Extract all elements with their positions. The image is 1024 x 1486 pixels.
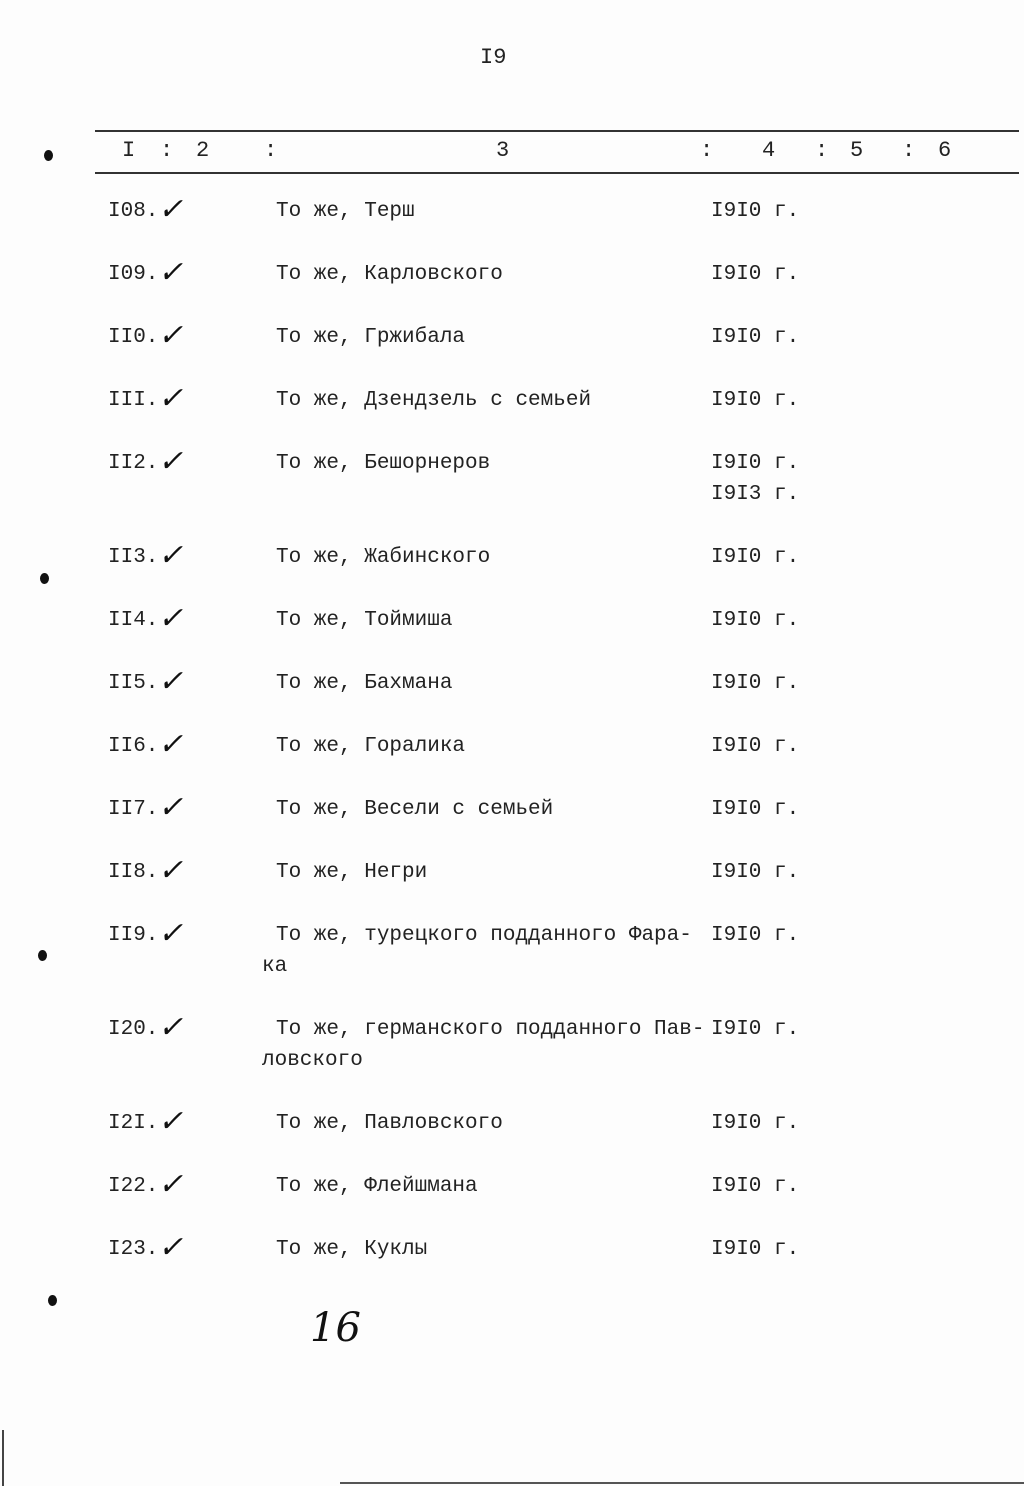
col-header-5: 5	[850, 138, 864, 163]
checkmark-icon: ✓	[158, 192, 184, 227]
entry-number: II7.	[108, 798, 159, 821]
entry-date: I9I0 г.	[711, 1175, 800, 1198]
scan-edge	[340, 1482, 1024, 1484]
entry-text-continuation: ловского	[262, 1049, 363, 1072]
entry-date: I9I0 г.	[711, 326, 800, 349]
entry-row	[0, 916, 1024, 1018]
checkmark-icon: ✓	[158, 538, 184, 573]
handwritten-folio-number: 16	[310, 1305, 361, 1351]
entry-number: I22.	[108, 1175, 159, 1198]
entry-date: I9I0 г.	[711, 263, 800, 286]
entry-number: II5.	[108, 672, 159, 695]
entry-row	[0, 853, 1024, 924]
entry-number: II8.	[108, 861, 159, 884]
col-sep: :	[700, 138, 714, 163]
entry-number: II0.	[108, 326, 159, 349]
entry-number: II6.	[108, 735, 159, 758]
entry-date: I9I0 г.	[711, 1018, 800, 1041]
entry-text: То же, Карловского	[276, 263, 503, 286]
scan-edge	[2, 1430, 4, 1486]
punch-hole-mark	[44, 150, 53, 161]
col-sep: :	[902, 138, 916, 163]
entry-text: То же, Гржибала	[276, 326, 466, 349]
entry-number: I08.	[108, 200, 159, 223]
entry-text: То же, Бешорнеров	[276, 452, 491, 475]
checkmark-icon: ✓	[158, 727, 184, 762]
entry-row	[0, 538, 1024, 609]
col-sep: :	[264, 138, 278, 163]
entry-text: То же, Флейшмана	[276, 1175, 478, 1198]
entry-date: I9I0 г.	[711, 389, 800, 412]
entry-text: То же, Дзендзель с семьей	[276, 389, 592, 412]
entry-row	[0, 444, 1024, 546]
entry-row	[0, 1167, 1024, 1238]
entry-date: I9I0 г.	[711, 798, 800, 821]
entry-number: III.	[108, 389, 159, 412]
checkmark-icon: ✓	[158, 1167, 184, 1202]
checkmark-icon: ✓	[158, 444, 184, 479]
entry-number: II9.	[108, 924, 159, 947]
header-bottom-rule	[95, 172, 1019, 174]
entry-text: То же, Негри	[276, 861, 428, 884]
entry-text: То же, Весели с семьей	[276, 798, 554, 821]
entry-number: II2.	[108, 452, 159, 475]
entries-list	[0, 192, 1024, 1301]
punch-hole-mark	[48, 1295, 57, 1306]
checkmark-icon: ✓	[158, 1230, 184, 1265]
entry-date: I9I0 г.	[711, 1238, 800, 1261]
entry-number: I09.	[108, 263, 159, 286]
checkmark-icon: ✓	[158, 790, 184, 825]
checkmark-icon: ✓	[158, 255, 184, 290]
checkmark-icon: ✓	[158, 1010, 184, 1045]
entry-text: То же, Бахмана	[276, 672, 453, 695]
entry-row	[0, 255, 1024, 326]
entry-text: То же, Куклы	[276, 1238, 428, 1261]
header-top-rule	[95, 130, 1019, 132]
col-sep: :	[815, 138, 829, 163]
entry-text: То же, Павловского	[276, 1112, 503, 1135]
entry-date: I9I0 г.	[711, 546, 800, 569]
entry-date: I9I0 г.	[711, 672, 800, 695]
checkmark-icon: ✓	[158, 601, 184, 636]
checkmark-icon: ✓	[158, 1104, 184, 1139]
checkmark-icon: ✓	[158, 664, 184, 699]
entry-row	[0, 1230, 1024, 1301]
entry-row	[0, 1104, 1024, 1175]
col-sep: :	[160, 138, 174, 163]
entry-number: II4.	[108, 609, 159, 632]
col-header-4: 4	[762, 138, 776, 163]
entry-row	[0, 192, 1024, 263]
entry-date-secondary: I9I3 г.	[711, 483, 800, 506]
entry-number: I2I.	[108, 1112, 159, 1135]
entry-date: I9I0 г.	[711, 200, 800, 223]
entry-date: I9I0 г.	[711, 861, 800, 884]
col-header-1: I	[122, 138, 136, 163]
entry-row	[0, 727, 1024, 798]
punch-hole-mark	[38, 950, 47, 961]
entry-number: I23.	[108, 1238, 159, 1261]
entry-number: II3.	[108, 546, 159, 569]
entry-date: I9I0 г.	[711, 924, 800, 947]
entry-date: I9I0 г.	[711, 609, 800, 632]
entry-text: То же, Тоймиша	[276, 609, 453, 632]
entry-row	[0, 790, 1024, 861]
entry-row	[0, 664, 1024, 735]
entry-number: I20.	[108, 1018, 159, 1041]
entry-row	[0, 601, 1024, 672]
entry-text: То же, Жабинского	[276, 546, 491, 569]
entry-text-continuation: ка	[262, 955, 288, 978]
entry-date: I9I0 г.	[711, 735, 800, 758]
entry-text: То же, Горалика	[276, 735, 466, 758]
punch-hole-mark	[40, 573, 49, 584]
entry-text: То же, Терш	[276, 200, 415, 223]
page-number: I9	[480, 45, 507, 70]
checkmark-icon: ✓	[158, 916, 184, 951]
entry-date: I9I0 г.	[711, 452, 800, 475]
entry-row	[0, 318, 1024, 389]
entry-row	[0, 381, 1024, 452]
checkmark-icon: ✓	[158, 381, 184, 416]
entry-row	[0, 1010, 1024, 1112]
entry-date: I9I0 г.	[711, 1112, 800, 1135]
entry-text: То же, германского подданного Пав-	[276, 1018, 705, 1041]
checkmark-icon: ✓	[158, 318, 184, 353]
col-header-2: 2	[196, 138, 210, 163]
entry-text: То же, турецкого подданного Фара-	[276, 924, 692, 947]
col-header-3: 3	[496, 138, 510, 163]
col-header-6: 6	[938, 138, 952, 163]
checkmark-icon: ✓	[158, 853, 184, 888]
